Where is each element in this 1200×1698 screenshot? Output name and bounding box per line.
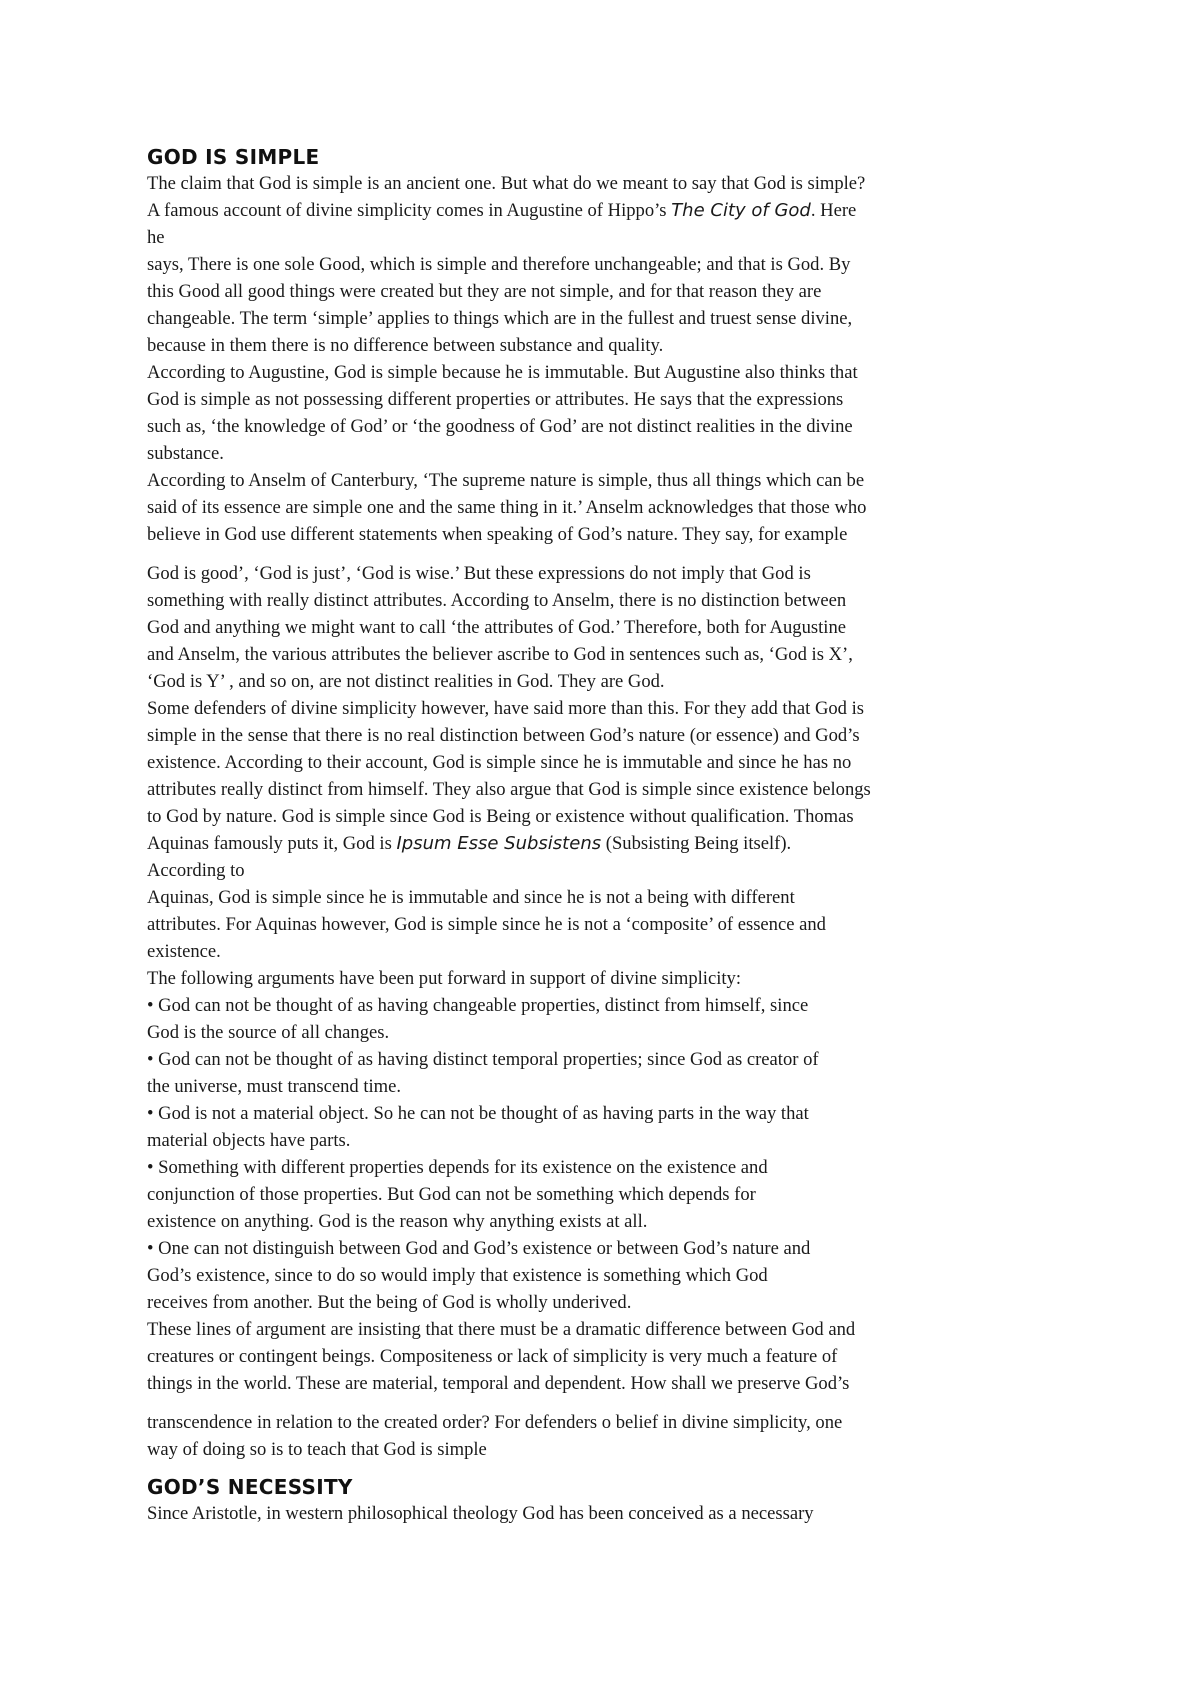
- column-break-gap: [147, 548, 1067, 560]
- text-line: According to Anselm of Canterbury, ‘The supreme nature is simple, thus all things which can be: [147, 470, 865, 491]
- section-gap: [147, 1463, 1067, 1474]
- text-line: material objects have parts.: [147, 1130, 351, 1151]
- text-line: According to: [147, 860, 245, 881]
- text-line: God is good’, ‘God is just’, ‘God is wise.’ But these expressions do not imply that God is: [147, 563, 811, 584]
- text-line: • God can not be thought of as having changeable properties, distinct from himself, since: [147, 995, 809, 1016]
- text-line: existence.: [147, 941, 221, 962]
- text-segment: A famous account of divine simplicity comes in Augustine of Hippo’s: [147, 200, 672, 221]
- text-line: [147, 197, 1067, 224]
- text-line: creatures or contingent beings. Compositeness or lack of simplicity is very much a feature of: [147, 1346, 838, 1367]
- text-line: [147, 830, 1067, 857]
- text-line: to God by nature. God is simple since God is Being or existence without qualification. Thomas: [147, 806, 854, 827]
- text-line: the universe, must transcend time.: [147, 1076, 402, 1097]
- text-line: says, There is one sole Good, which is simple and therefore unchangeable; and that is God. By: [147, 254, 851, 275]
- text-line: ‘God is Y’ , and so on, are not distinct realities in God. They are God.: [147, 671, 665, 692]
- text-line: Aquinas, God is simple since he is immutable and since he is not a being with different: [147, 887, 795, 908]
- text-line: The following arguments have been put forward in support of divine simplicity:: [147, 968, 742, 989]
- text-line: God and anything we might want to call ‘the attributes of God.’ Therefore, both for Augustine: [147, 617, 846, 638]
- text-line: receives from another. But the being of God is wholly underived.: [147, 1292, 632, 1313]
- text-line: substance.: [147, 443, 224, 464]
- paragraph-group: [147, 560, 1067, 830]
- paragraph-group: [147, 170, 1067, 197]
- text-line: Some defenders of divine simplicity however, have said more than this. For they add that God is: [147, 698, 865, 719]
- text-line: such as, ‘the knowledge of God’ or ‘the goodness of God’ are not distinct realities in the divine: [147, 416, 853, 437]
- text-line: existence on anything. God is the reason why anything exists at all.: [147, 1211, 648, 1232]
- text-segment: Aquinas famously puts it, God is: [147, 833, 397, 854]
- text-line: existence. According to their account, God is simple since he is immutable and since he has no: [147, 752, 852, 773]
- text-line: he: [147, 227, 165, 248]
- latin-phrase-italic: Ipsum Esse Subsistens: [396, 833, 602, 854]
- text-line: way of doing so is to teach that God is simple: [147, 1439, 487, 1460]
- paragraph-group: [147, 857, 1067, 1397]
- text-line: transcendence in relation to the created order? For defenders o belief in divine simplicity, one: [147, 1412, 843, 1433]
- text-segment: . Here: [810, 200, 857, 221]
- paragraph-group: [147, 1500, 1067, 1527]
- text-line: things in the world. These are material, temporal and dependent. How shall we preserve God’s: [147, 1373, 850, 1394]
- column-break-gap: [147, 1397, 1067, 1409]
- book-title-italic: The City of God: [671, 200, 811, 221]
- text-line: According to Augustine, God is simple because he is immutable. But Augustine also thinks that: [147, 362, 858, 383]
- text-line: God’s existence, since to do so would imply that existence is something which God: [147, 1265, 768, 1286]
- text-line: changeable. The term ‘simple’ applies to things which are in the fullest and truest sense divine,: [147, 308, 853, 329]
- text-line: • God is not a material object. So he can not be thought of as having parts in the way that: [147, 1103, 809, 1124]
- text-line: The claim that God is simple is an ancient one. But what do we meant to say that God is simple?: [147, 173, 866, 194]
- text-line: • Something with different properties depends for its existence on the existence and: [147, 1157, 768, 1178]
- section-heading-gods-necessity: GOD’S NECESSITY: [147, 1475, 353, 1499]
- text-line: because in them there is no difference between substance and quality.: [147, 335, 664, 356]
- text-line: Since Aristotle, in western philosophical theology God has been conceived as a necessary: [147, 1503, 814, 1524]
- text-line: and Anselm, the various attributes the believer ascribe to God in sentences such as, ‘God is X’,: [147, 644, 853, 665]
- text-line: simple in the sense that there is no real distinction between God’s nature (or essence) and God’s: [147, 725, 860, 746]
- section-heading-god-is-simple: GOD IS SIMPLE: [147, 145, 320, 169]
- paragraph-group: [147, 224, 1067, 548]
- text-line: God is simple as not possessing different properties or attributes. He says that the expressions: [147, 389, 844, 410]
- text-segment: (Subsisting Being itself).: [601, 833, 792, 854]
- text-line: attributes really distinct from himself. They also argue that God is simple since existence belongs: [147, 779, 871, 800]
- document-body: [147, 144, 1067, 1527]
- text-line: this Good all good things were created but they are not simple, and for that reason they are: [147, 281, 822, 302]
- text-line: • God can not be thought of as having distinct temporal properties; since God as creator of: [147, 1049, 819, 1070]
- text-line: something with really distinct attributes. According to Anselm, there is no distinction between: [147, 590, 847, 611]
- text-line: said of its essence are simple one and the same thing in it.’ Anselm acknowledges that those who: [147, 497, 867, 518]
- text-line: These lines of argument are insisting that there must be a dramatic difference between God and: [147, 1319, 856, 1340]
- text-line: believe in God use different statements when speaking of God’s nature. They say, for example: [147, 524, 848, 545]
- text-line: attributes. For Aquinas however, God is simple since he is not a ‘composite’ of essence and: [147, 914, 826, 935]
- text-line: conjunction of those properties. But God can not be something which depends for: [147, 1184, 756, 1205]
- text-line: God is the source of all changes.: [147, 1022, 390, 1043]
- text-line: • One can not distinguish between God and God’s existence or between God’s nature and: [147, 1238, 811, 1259]
- paragraph-group: [147, 1409, 1067, 1463]
